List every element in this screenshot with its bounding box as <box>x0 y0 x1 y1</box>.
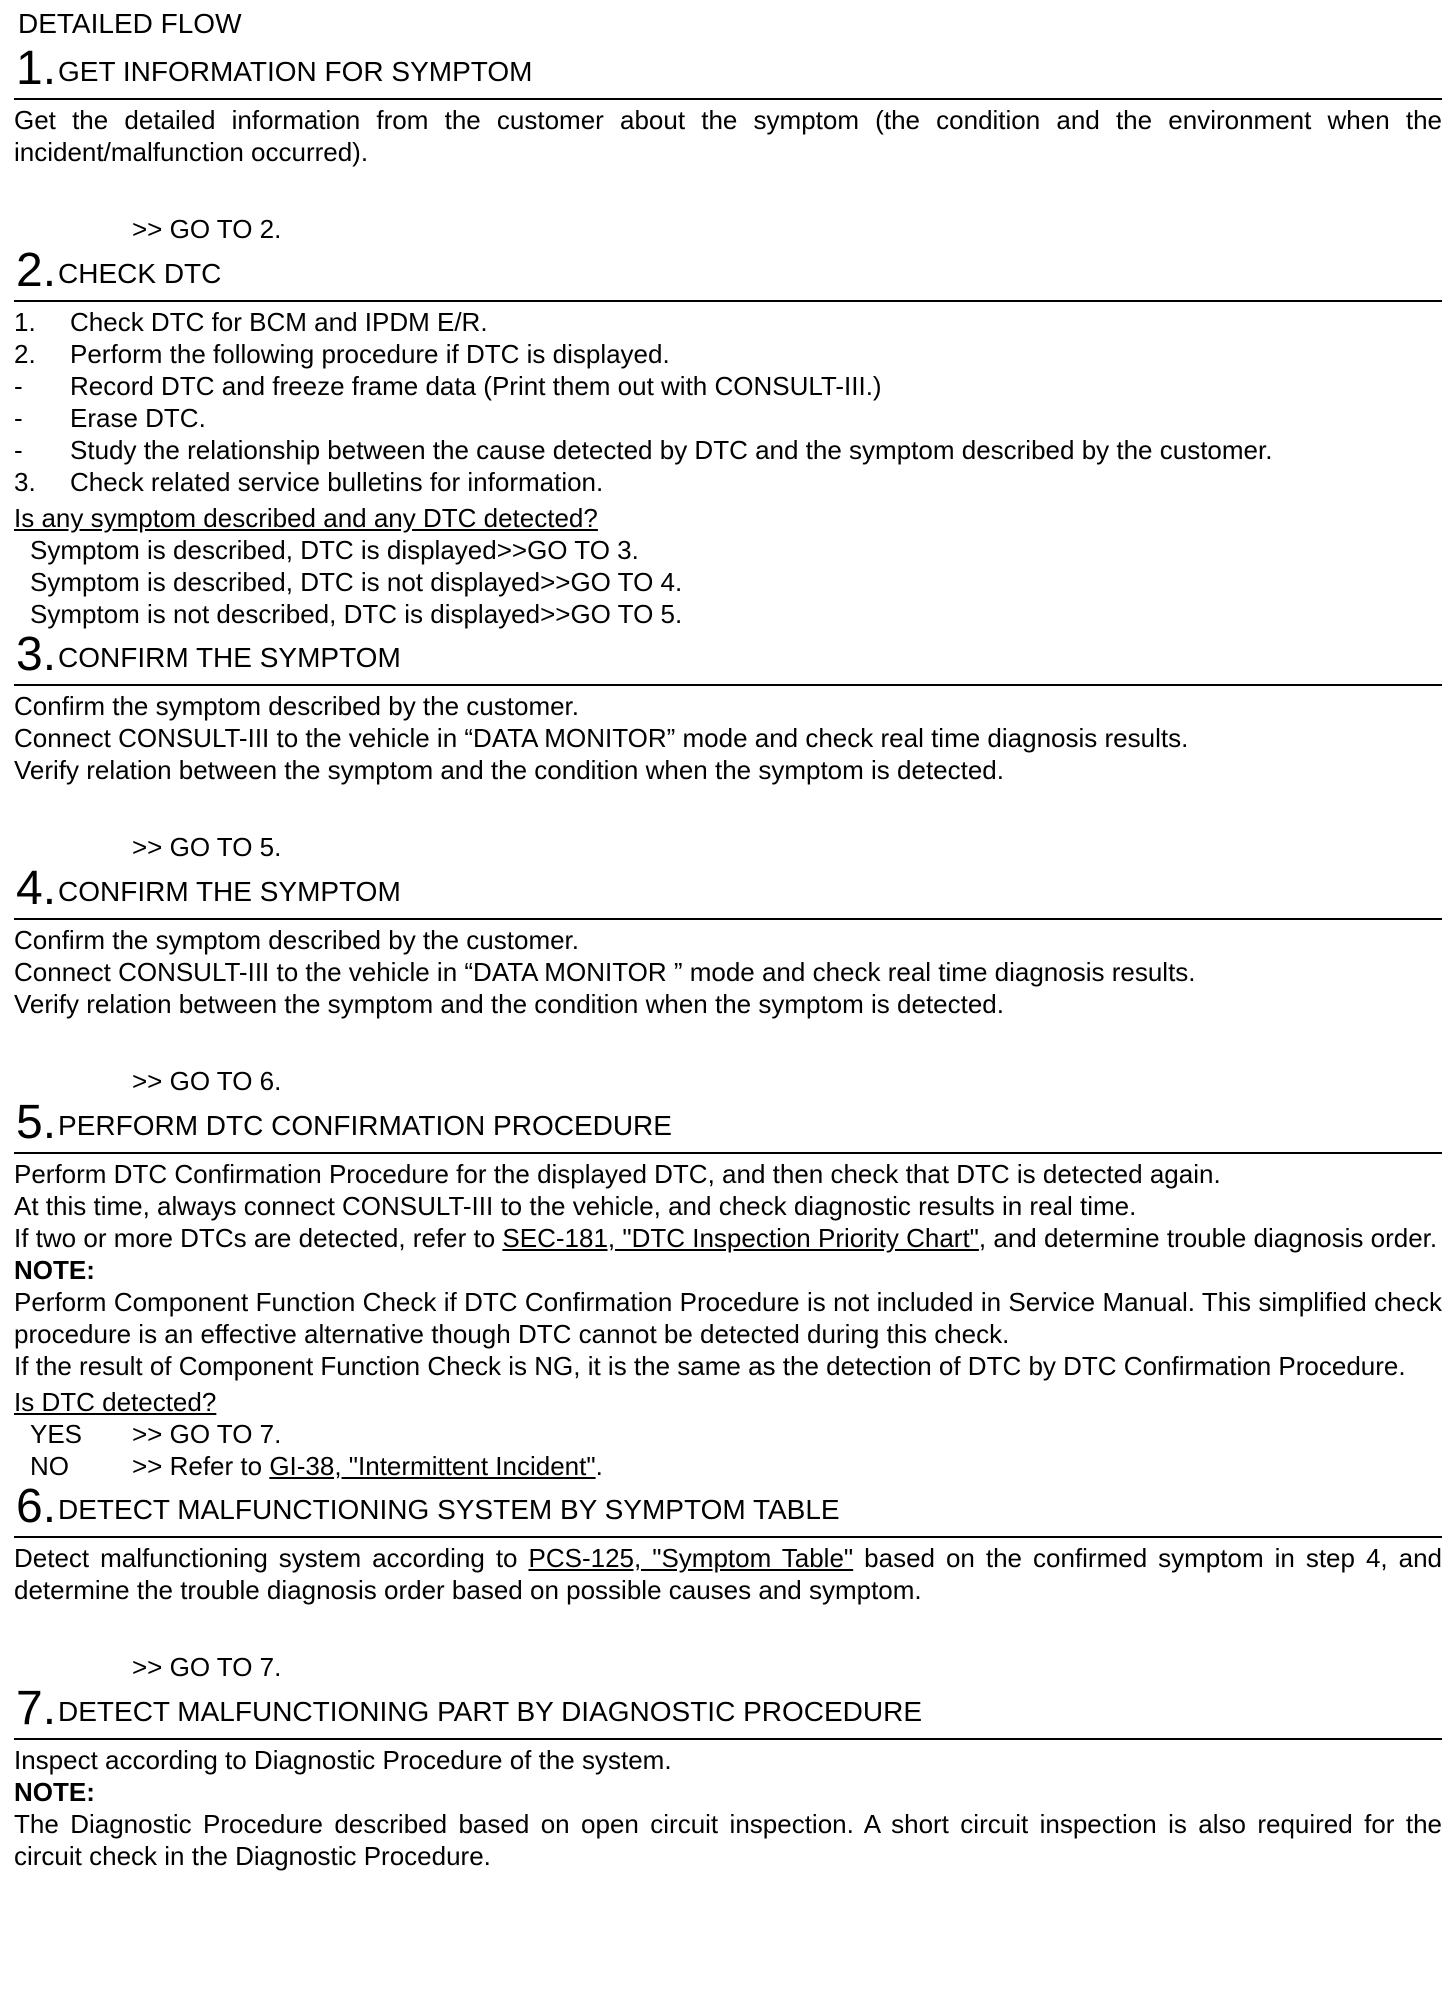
decision-answers <box>14 534 1442 630</box>
step-number: 2. <box>16 244 57 297</box>
answer-no: NO >> Refer to GI-38, "Intermittent Incident". <box>30 1451 603 1481</box>
divider <box>14 98 1442 100</box>
reference-link[interactable]: GI-38, "Intermittent Incident" <box>269 1451 596 1481</box>
step-7 <box>14 1684 1442 1872</box>
step-number: 7. <box>16 1682 57 1735</box>
step-heading <box>14 1482 1442 1532</box>
decision-question: Is DTC detected? <box>14 1387 217 1417</box>
step-text: Inspect according to Diagnostic Procedure of the system. <box>14 1745 672 1775</box>
note-text: The Diagnostic Procedure described based on open circuit inspection. A short circuit inspection is also required for the circuit check in the Diagnostic Procedure. <box>14 1809 1442 1871</box>
page-title: DETAILED FLOW <box>18 8 242 39</box>
step-4 <box>14 864 1442 1098</box>
step-number: 4. <box>16 862 57 915</box>
step-heading <box>14 44 1442 94</box>
step-heading <box>14 630 1442 680</box>
list-item: 2. Perform the following procedure if DTC is displayed. <box>14 339 670 369</box>
step-text: Connect CONSULT-III to the vehicle in “DATA MONITOR” mode and check real time diagnosis results. <box>14 723 1189 753</box>
step-2 <box>14 246 1442 630</box>
step-label: DETECT MALFUNCTIONING SYSTEM BY SYMPTOM TABLE <box>58 1494 840 1525</box>
step-text: Verify relation between the symptom and the condition when the symptom is detected. <box>14 755 1004 785</box>
step-text: Confirm the symptom described by the customer. <box>14 691 580 721</box>
divider <box>14 1152 1442 1154</box>
step-number: 6. <box>16 1480 57 1533</box>
service-manual-page <box>14 4 1442 1872</box>
step-text: If two or more DTCs are detected, refer to SEC-181, "DTC Inspection Priority Chart", and determine trouble diagnosis order. <box>14 1223 1438 1253</box>
list-item: 1. Check DTC for BCM and IPDM E/R. <box>14 307 488 337</box>
answer-yes: YES >> GO TO 7. <box>30 1419 282 1449</box>
goto-instruction: >> GO TO 5. <box>132 832 282 862</box>
goto-instruction: >> GO TO 6. <box>132 1066 282 1096</box>
step-3 <box>14 630 1442 864</box>
step-number: 3. <box>16 628 57 681</box>
step-text: Get the detailed information from the customer about the symptom (the condition and the environment when the incident/malfunction occurred). <box>14 105 1442 167</box>
step-heading <box>14 864 1442 914</box>
reference-link[interactable]: SEC-181, "DTC Inspection Priority Chart" <box>502 1223 979 1253</box>
list-item: - Record DTC and freeze frame data (Print them out with CONSULT-III.) <box>14 371 882 401</box>
note-text: If the result of Component Function Check is NG, it is the same as the detection of DTC by DTC Confirmation Procedure. <box>14 1351 1406 1381</box>
divider <box>14 1536 1442 1538</box>
step-heading <box>14 1684 1442 1734</box>
step-heading <box>14 1098 1442 1148</box>
answer-option: Symptom is described, DTC is displayed>>GO TO 3. <box>30 535 639 565</box>
note-text: Perform Component Function Check if DTC Confirmation Procedure is not included in Service Manual. This simplified check procedure is an effective alternative though DTC cannot be detected during this check. <box>14 1287 1442 1349</box>
divider <box>14 1738 1442 1740</box>
note-label: NOTE: <box>14 1255 95 1285</box>
step-text: Detect malfunctioning system according to PCS-125, "Symptom Table" based on the confirmed symptom in step 4, and determine the trouble diagnosis order based on possible causes and symptom. <box>14 1543 1442 1605</box>
divider <box>14 918 1442 920</box>
step-label: CONFIRM THE SYMPTOM <box>58 876 401 907</box>
procedure-list <box>14 306 1442 498</box>
goto-instruction: >> GO TO 7. <box>132 1652 282 1682</box>
step-label: GET INFORMATION FOR SYMPTOM <box>58 56 533 87</box>
step-text: Confirm the symptom described by the customer. <box>14 925 580 955</box>
step-text: Connect CONSULT-III to the vehicle in “DATA MONITOR ” mode and check real time diagnosis results. <box>14 957 1196 987</box>
step-text: Verify relation between the symptom and the condition when the symptom is detected. <box>14 989 1004 1019</box>
step-1 <box>14 44 1442 246</box>
step-6 <box>14 1482 1442 1684</box>
step-number: 1. <box>16 42 57 95</box>
reference-link[interactable]: PCS-125, "Symptom Table" <box>528 1543 854 1573</box>
divider <box>14 684 1442 686</box>
step-number: 5. <box>16 1096 57 1149</box>
step-5 <box>14 1098 1442 1482</box>
step-heading <box>14 246 1442 296</box>
goto-instruction: >> GO TO 2. <box>132 214 282 244</box>
list-item: - Erase DTC. <box>14 403 206 433</box>
step-label: CONFIRM THE SYMPTOM <box>58 642 401 673</box>
list-item: - Study the relationship between the cause detected by DTC and the symptom described by the customer. <box>14 435 1273 465</box>
divider <box>14 300 1442 302</box>
step-text: At this time, always connect CONSULT-III to the vehicle, and check diagnostic results in real time. <box>14 1191 1137 1221</box>
note-label: NOTE: <box>14 1777 95 1807</box>
answer-option: Symptom is described, DTC is not displayed>>GO TO 4. <box>30 567 683 597</box>
list-item: 3. Check related service bulletins for information. <box>14 467 604 497</box>
step-text: Perform DTC Confirmation Procedure for the displayed DTC, and then check that DTC is detected again. <box>14 1159 1221 1189</box>
step-label: CHECK DTC <box>58 258 222 289</box>
step-label: DETECT MALFUNCTIONING PART BY DIAGNOSTIC PROCEDURE <box>58 1696 922 1727</box>
decision-question: Is any symptom described and any DTC detected? <box>14 503 598 533</box>
step-label: PERFORM DTC CONFIRMATION PROCEDURE <box>58 1110 672 1141</box>
answer-option: Symptom is not described, DTC is displayed>>GO TO 5. <box>30 599 683 629</box>
